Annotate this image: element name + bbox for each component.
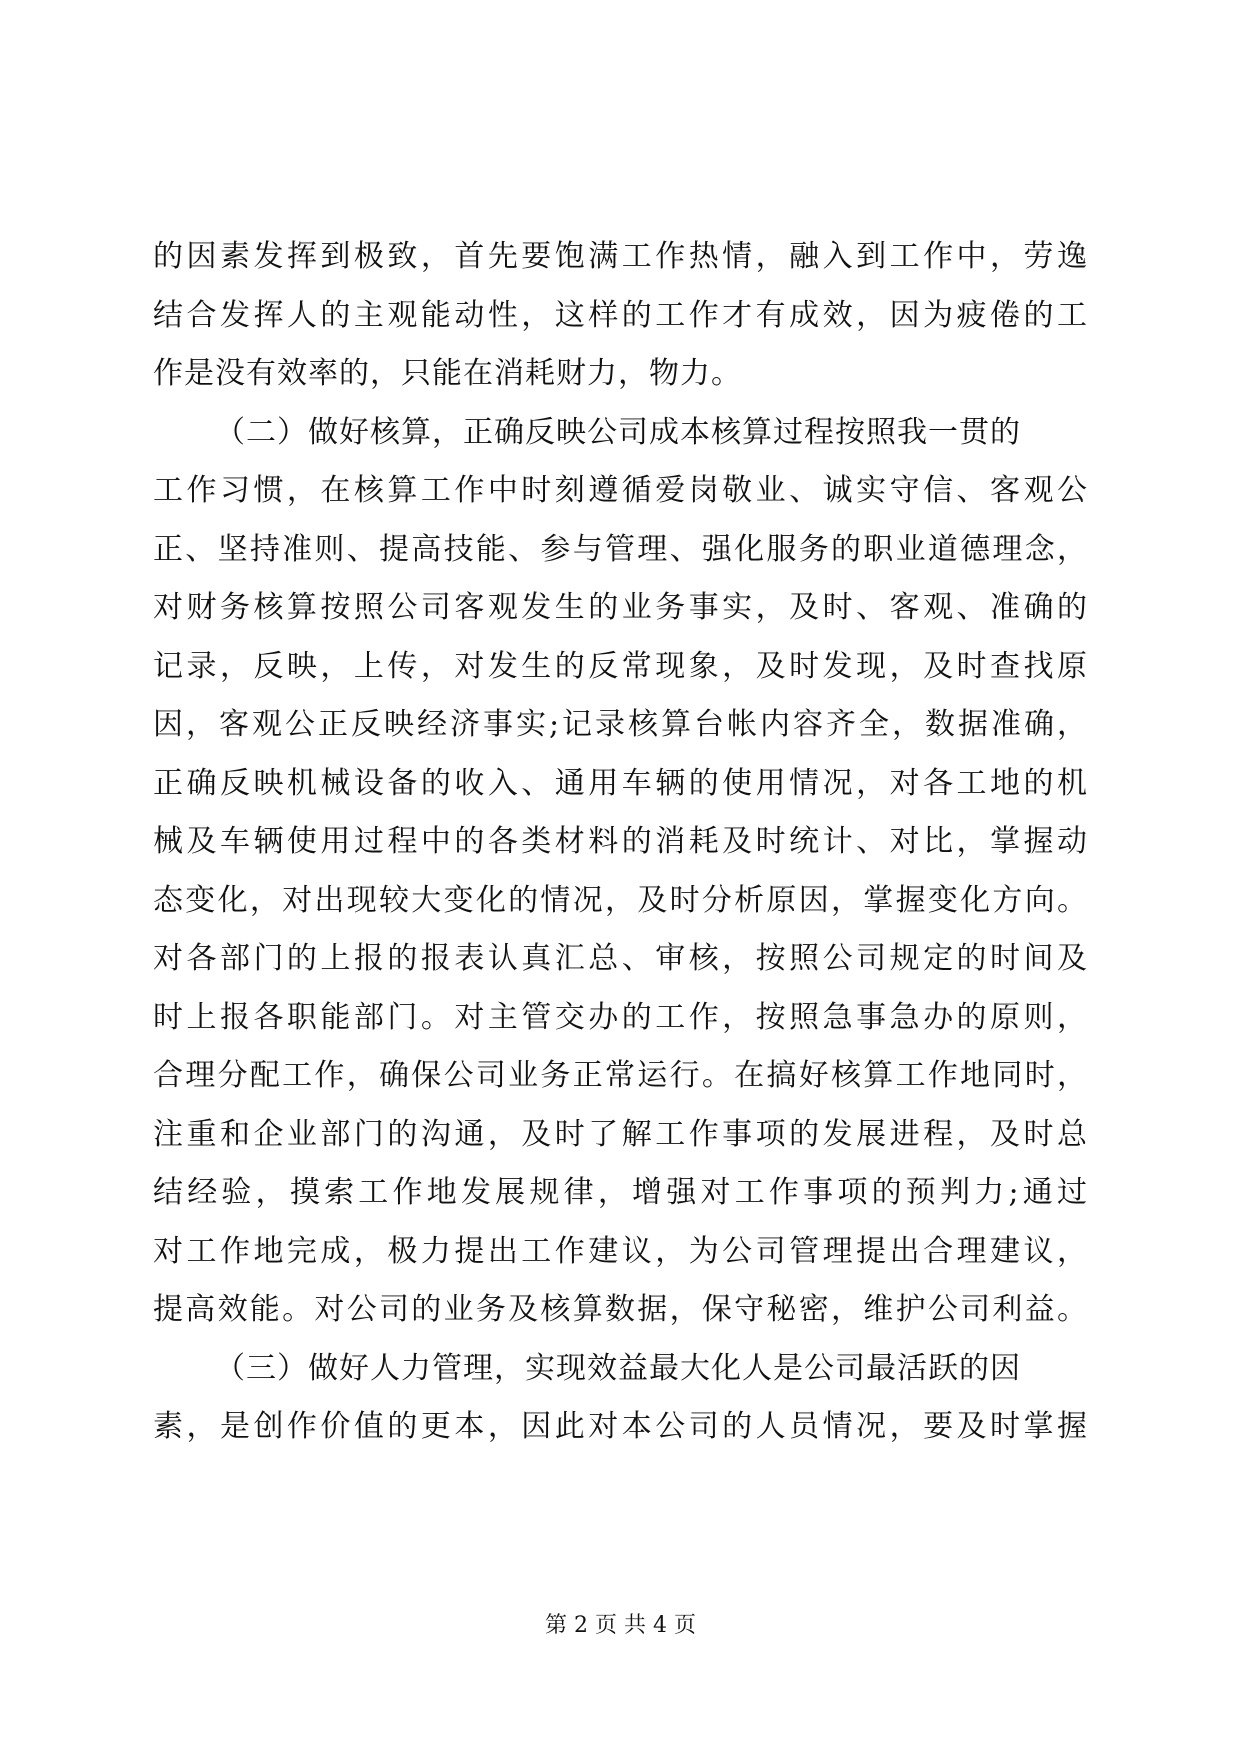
text-line: 素，是创作价值的更本，因此对本公司的人员情况，要及时掌握 [153, 1409, 1088, 1444]
text-line: 合理分配工作，确保公司业务正常运行。在搞好核算工作地同时， [153, 1058, 1088, 1093]
text-line: 对工作地完成，极力提出工作建议，为公司管理提出合理建议， [153, 1233, 1088, 1269]
text-line: 记录，反映，上传，对发生的反常现象，及时发现，及时查找原 [153, 648, 1088, 684]
text-line: 正确反映机械设备的收入、通用车辆的使用情况，对各工地的机 [153, 765, 1088, 801]
body-text [153, 228, 1088, 1457]
text-line: 正、坚持准则、提高技能、参与管理、强化服务的职业道德理念， [153, 531, 1088, 567]
text-line: 的因素发挥到极致，首先要饱满工作热情，融入到工作中，劳逸 [153, 239, 1088, 274]
text-line: 对财务核算按照公司客观发生的业务事实，及时、客观、准确的 [153, 590, 1088, 625]
paragraph-heading-line: （二）做好核算，正确反映公司成本核算过程按照我一贯的 [215, 414, 1021, 450]
text-line: 作是没有效率的，只能在消耗财力，物力。 [153, 356, 742, 391]
text-line: 注重和企业部门的沟通，及时了解工作事项的发展进程，及时总 [153, 1116, 1088, 1152]
text-line: 时上报各职能部门。对主管交办的工作，按照急事急办的原则， [153, 999, 1088, 1035]
text-line: 结经验，摸索工作地发展规律，增强对工作事项的预判力;通过 [153, 1175, 1088, 1210]
text-line: 态变化，对出现较大变化的情况，及时分析原因，掌握变化方向。 [153, 882, 1088, 918]
text-line: 械及车辆使用过程中的各类材料的消耗及时统计、对比，掌握动 [153, 824, 1088, 859]
text-line: 结合发挥人的主观能动性，这样的工作才有成效，因为疲倦的工 [153, 297, 1088, 333]
text-line: 提高效能。对公司的业务及核算数据，保守秘密，维护公司利益。 [153, 1292, 1088, 1327]
page-number-footer: 第 2 页 共 4 页 [545, 1613, 696, 1638]
text-line: 工作习惯，在核算工作中时刻遵循爱岗敬业、诚实守信、客观公 [153, 473, 1088, 508]
paragraph-heading-line: （三）做好人力管理，实现效益最大化人是公司最活跃的因 [215, 1350, 1021, 1386]
text-line: 因，客观公正反映经济事实;记录核算台帐内容齐全，数据准确， [153, 707, 1088, 742]
text-line: 对各部门的上报的报表认真汇总、审核，按照公司规定的时间及 [153, 941, 1088, 976]
